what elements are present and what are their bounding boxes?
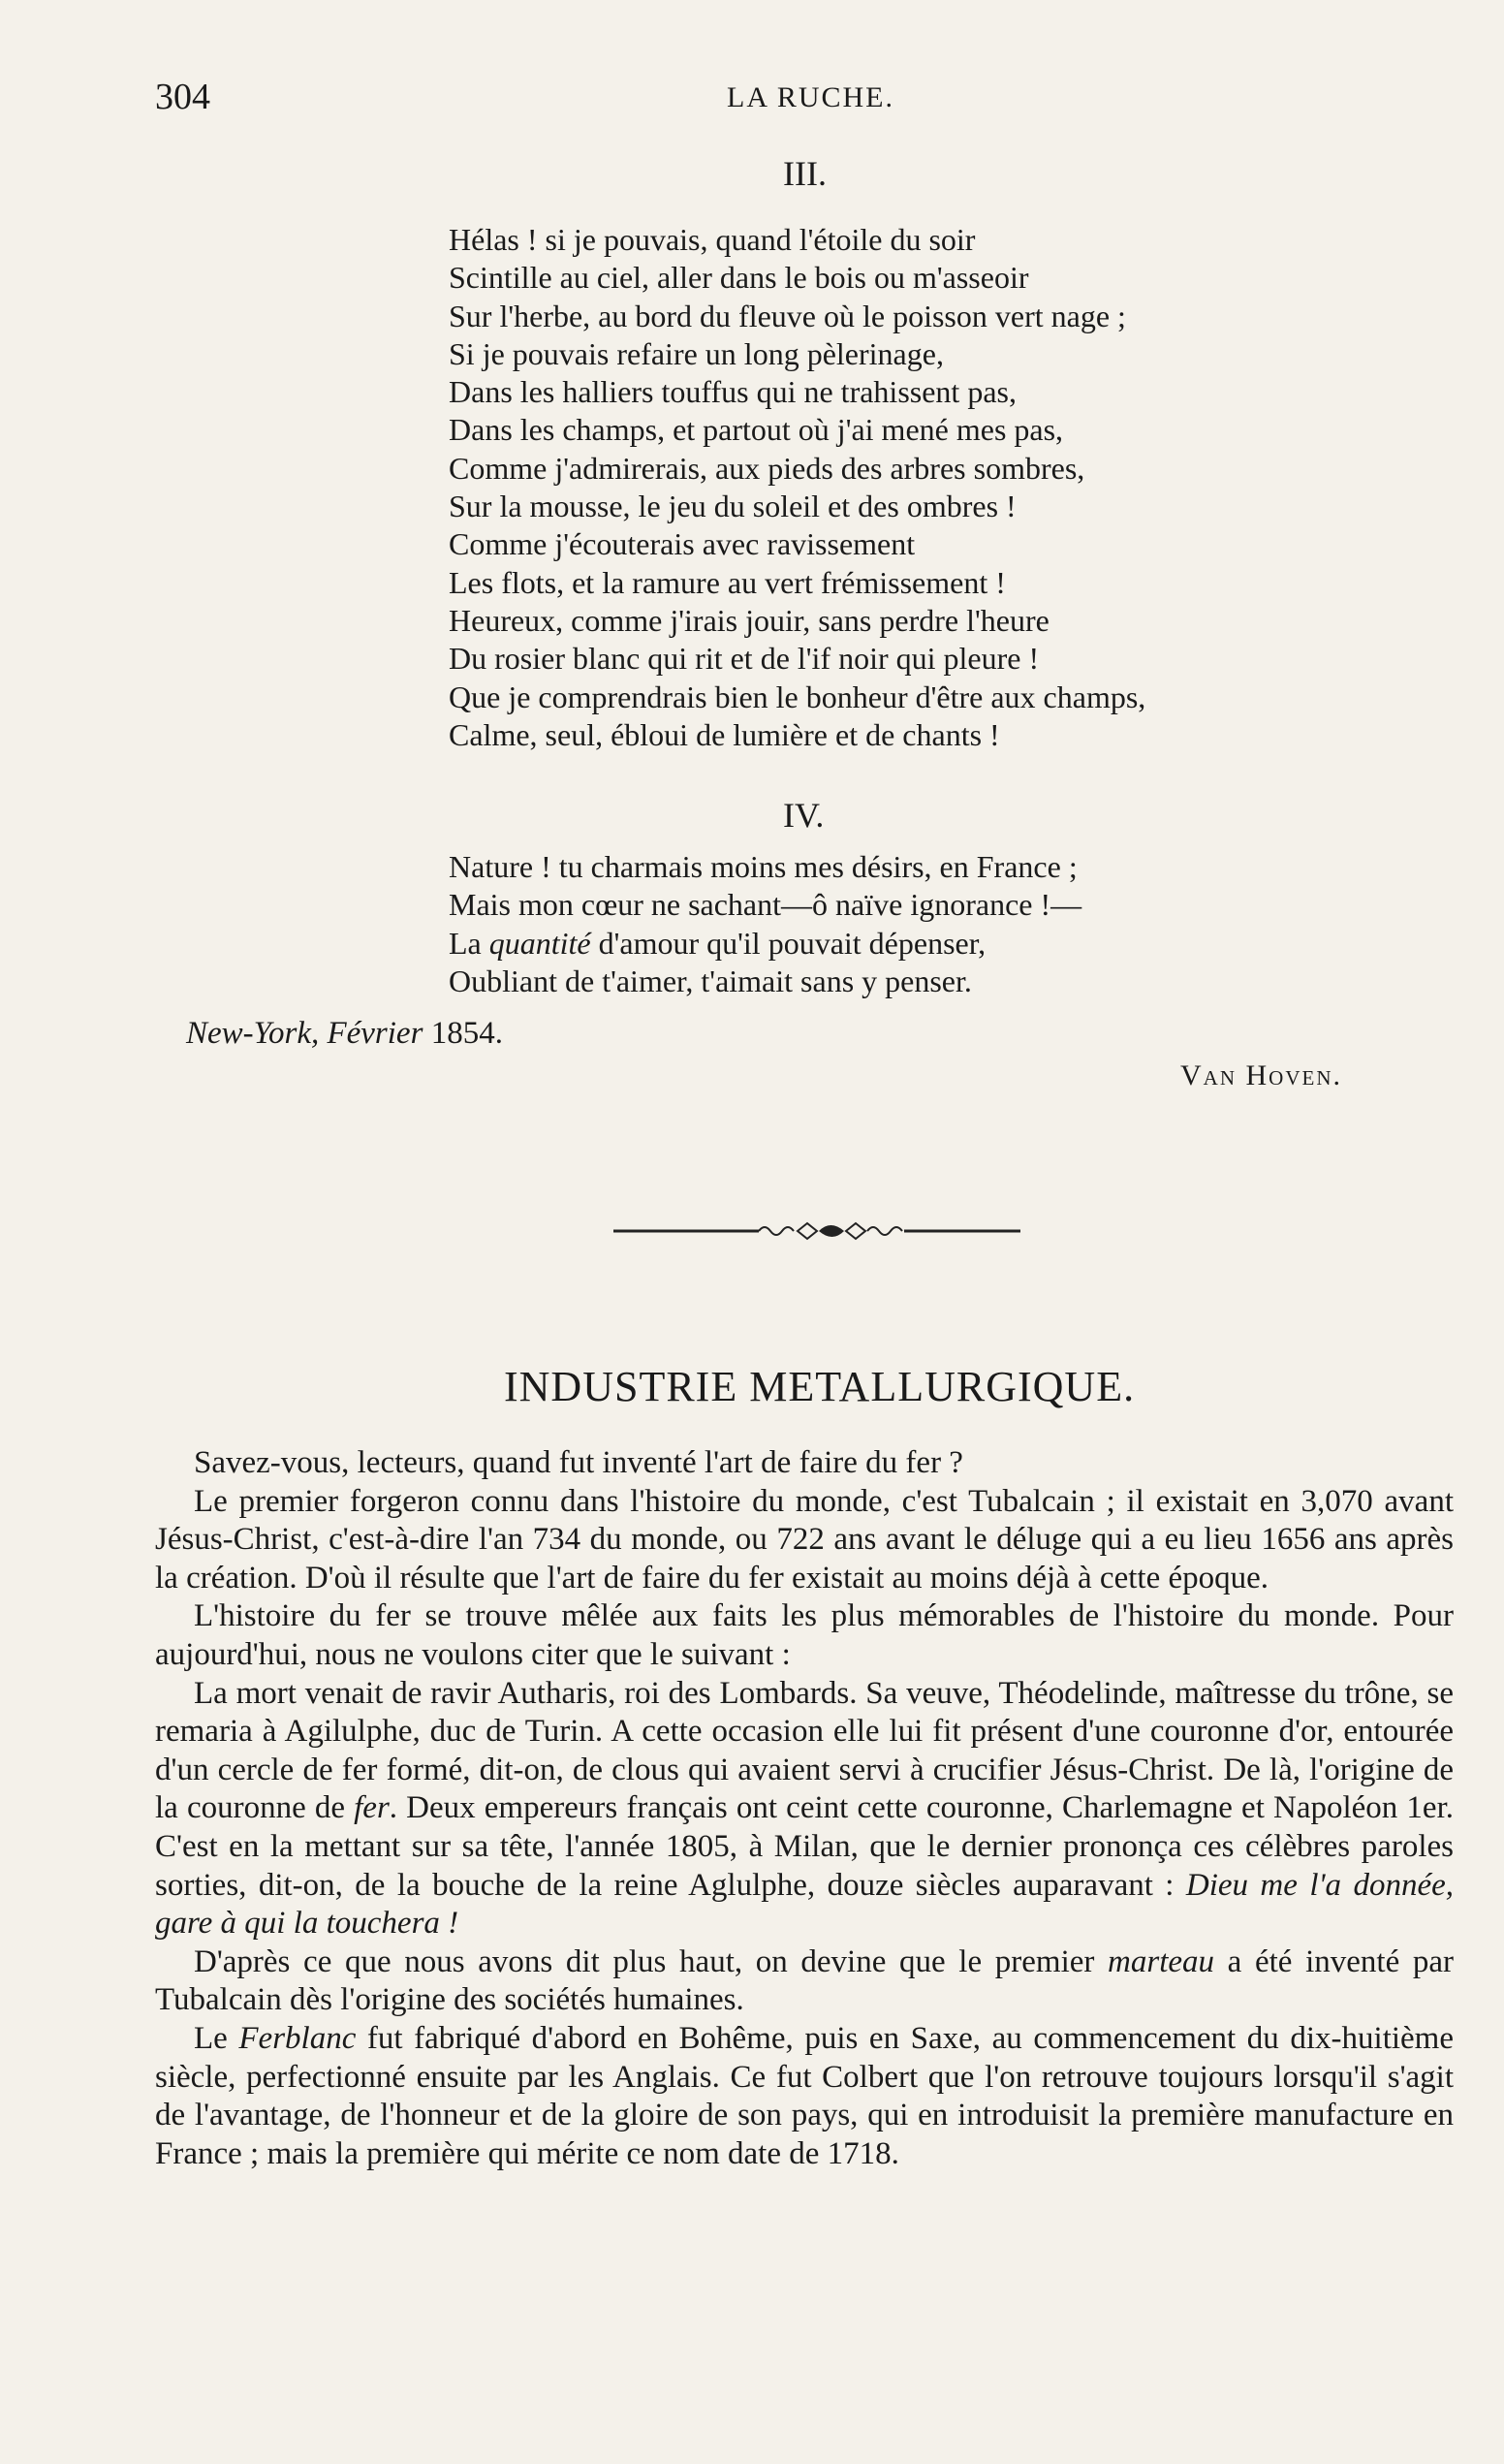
emphasis: marteau [1108, 1943, 1215, 1979]
emphasis: quantité [488, 925, 591, 961]
paragraph: Le premier forgeron connu dans l'histoire du monde, c'est Tubalcain ; il existait en 3,070 avant Jésus-Christ, c'est-à-dire l'an 734 du monde, ou 722 ans avant le déluge qui a eu lieu 1656 ans après la création. D'où il résulte que l'art de faire du fer existait au moins déjà à cette époque. [155, 1483, 1454, 1595]
paragraph-text: . Deux empereurs français ont ceint cette couronne, Charlemagne et Napoléon 1er. C'est en la mettant sur sa tête, l'année 1805, à Milan, que le dernier prononça ces célèbres paroles sorties, dit-on, de la bouche de la reine Aglulphe, douze siècles auparavant : [155, 1790, 1454, 1903]
author-signature: Van Hoven. [1180, 1059, 1342, 1091]
page-header [155, 76, 1415, 124]
poem-line: Du rosier blanc qui rit et de l'if noir qui pleure ! [449, 641, 1040, 677]
emphasis: fer [354, 1790, 390, 1826]
paragraph [155, 2020, 1454, 2173]
poem-line: Hélas ! si je pouvais, quand l'étoile du soir [449, 222, 976, 257]
poem-line: Scintille au ciel, aller dans le bois ou m'asseoir [449, 260, 1029, 296]
poem-line: Si je pouvais refaire un long pèlerinage, [449, 335, 944, 371]
poem-line: Comme j'écouterais avec ravissement [449, 526, 916, 562]
paragraph-text: a été inventé par Tubalcain dès l'origine des sociétés humaines. [155, 1943, 1454, 2018]
paragraph-text: fut fabriqué d'abord en Bohême, puis en Saxe, au commencement du dix-huitième siècle, perfectionné ensuite par les Anglais. Ce fut Colbert que l'on retrouve toujours lorsqu'il s'agit de l'avantage, de l'honneur et de la gloire de son pays, qui en introduisit la première manufacture en France ; mais la première qui mérite ce nom date de 1718. [155, 2020, 1454, 2171]
ornament-divider [613, 1212, 1020, 1250]
paragraph [155, 1943, 1454, 2020]
section-numeral-three: III. [783, 154, 827, 193]
article-body [155, 1444, 1454, 2173]
poem-line: Les flots, et la ramure au vert frémissement ! [449, 564, 1006, 600]
dateline-place: New-York, Février [186, 1016, 423, 1051]
running-title: LA RUCHE. [727, 81, 895, 113]
poem-stanza-four [449, 848, 1418, 1000]
poem-line-text: d'amour qu'il pouvait dépenser, [590, 925, 987, 961]
paragraph: Savez-vous, lecteurs, quand fut inventé l'art de faire du fer ? [194, 1445, 963, 1480]
paragraph-text: D'après ce que nous avons dit plus haut, on devine que le premier [194, 1943, 1109, 1979]
article-title: INDUSTRIE METALLURGIQUE. [504, 1363, 1136, 1410]
emphasis: Dieu me l'a donnée, gare à qui la touchera ! [155, 1867, 1454, 1942]
poem-line: Mais mon cœur ne sachant—ô naïve ignorance !— [449, 887, 1082, 923]
poem-line: Que je comprendrais bien le bonheur d'être aux champs, [449, 679, 1146, 714]
poem-line: Sur l'herbe, au bord du fleuve où le poisson vert nage ; [449, 298, 1126, 333]
poem-line: Calme, seul, ébloui de lumière et de chants ! [449, 716, 1000, 752]
poem-line: Dans les halliers touffus qui ne trahissent pas, [449, 374, 1017, 410]
dateline [186, 1016, 503, 1052]
paragraph-text: Le [194, 2020, 239, 2056]
poem-line: Oubliant de t'aimer, t'aimait sans y penser. [449, 963, 972, 998]
dateline-year: 1854. [430, 1016, 503, 1051]
poem-line: Sur la mousse, le jeu du soleil et des ombres ! [449, 489, 1017, 524]
poem-line: Nature ! tu charmais moins mes désirs, en France ; [449, 849, 1078, 884]
section-numeral-four: IV. [783, 796, 825, 835]
poem-line: Comme j'admirerais, aux pieds des arbres sombres, [449, 450, 1085, 486]
page-number: 304 [155, 77, 210, 117]
poem-line-text: La [449, 925, 489, 961]
emphasis: Ferblanc [238, 2020, 357, 2056]
poem-line [449, 925, 1418, 963]
poem-line: Dans les champs, et partout où j'ai mené mes pas, [449, 412, 1064, 448]
poem-line: Heureux, comme j'irais jouir, sans perdre l'heure [449, 602, 1050, 638]
paragraph-text: La mort venait de ravir Autharis, roi des Lombards. Sa veuve, Théodelinde, maîtresse du trône, se remaria à Agilulphe, duc de Turin. A cette occasion elle lui fit présent d'une couronne d'or, entourée d'un cercle de fer formé, dit-on, de clous qui avaient servi à crucifier Jésus-Christ. De là, l'origine de la couronne de [155, 1675, 1454, 1826]
paragraph [155, 1675, 1454, 1943]
paragraph: L'histoire du fer se trouve mêlée aux faits les plus mémorables de l'histoire du monde. Pour aujourd'hui, nous ne voulons citer que le suivant : [155, 1598, 1454, 1672]
poem-stanza-three [449, 221, 1418, 754]
